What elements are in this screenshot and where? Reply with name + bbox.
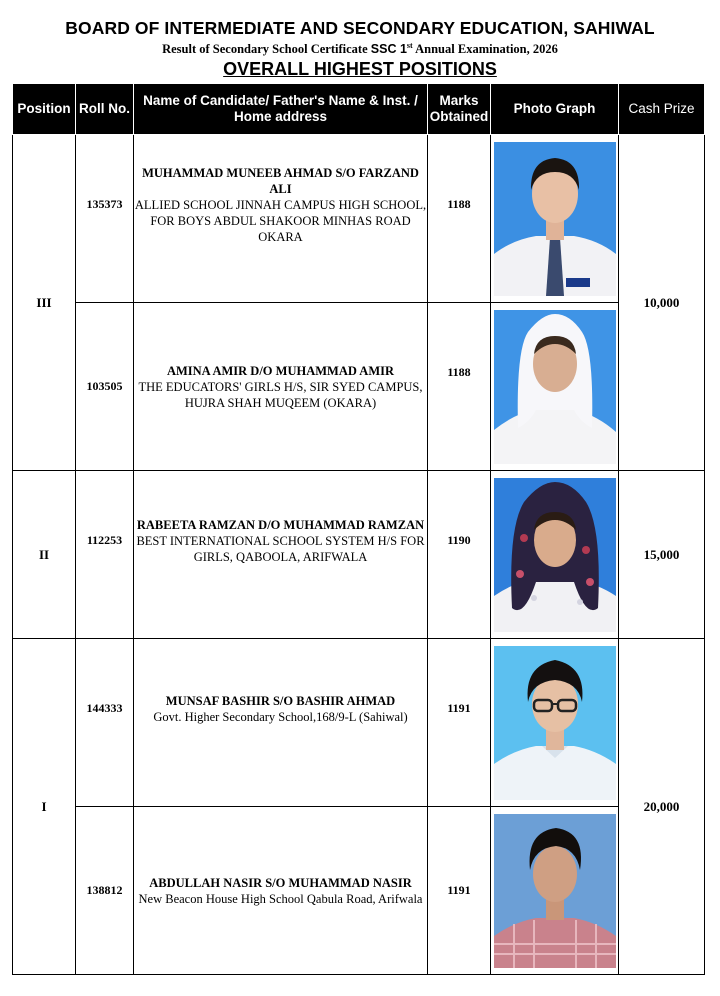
marks-cell [428, 135, 491, 303]
board-title: BOARD OF INTERMEDIATE AND SECONDARY EDUCATION, SAHIWAL [65, 18, 655, 38]
roll-cell [76, 303, 134, 471]
table-row [13, 807, 705, 975]
photo-cell [491, 639, 619, 807]
marks-value: 1190 [447, 533, 471, 547]
roll-number: 135373 [86, 197, 123, 211]
positions-table [12, 83, 705, 975]
col-header-position: Position [13, 84, 76, 135]
page-title: OVERALL HIGHEST POSITIONS [223, 59, 497, 80]
table-row [13, 471, 705, 639]
candidate-photo [494, 814, 616, 968]
marks-value: 1188 [447, 365, 471, 379]
marks-value: 1191 [447, 883, 471, 897]
cash-prize-cell: 15,000 [619, 471, 705, 639]
exam-subtitle [0, 41, 720, 57]
candidate-institute: New Beacon House High School Qabula Road, Arifwala [138, 891, 423, 906]
photo-cell [491, 303, 619, 471]
roll-number: 103505 [86, 379, 123, 393]
subtitle-post: Annual Examination, 2026 [412, 42, 558, 57]
marks-cell [428, 807, 491, 975]
roll-cell [76, 639, 134, 807]
roll-cell [76, 471, 134, 639]
candidate-name: AMINA AMIR D/O MUHAMMAD AMIR [166, 363, 395, 378]
roll-number: 138812 [86, 883, 123, 897]
marks-cell [428, 639, 491, 807]
marks-value: 1188 [447, 197, 471, 211]
candidate-info-cell [134, 807, 428, 975]
candidate-info-cell [134, 135, 428, 303]
col-header-roll: Roll No. [76, 84, 134, 135]
cash-prize-cell: 10,000 [619, 135, 705, 471]
photo-cell [491, 807, 619, 975]
roll-number: 144333 [86, 701, 123, 715]
photo-cell [491, 471, 619, 639]
marks-cell [428, 471, 491, 639]
roll-number: 112253 [86, 533, 123, 547]
candidate-institute: BEST INTERNATIONAL SCHOOL SYSTEM H/S FOR GIRLS, QABOOLA, ARIFWALA [136, 533, 425, 564]
col-header-prize: Cash Prize [619, 84, 705, 135]
candidate-institute: ALLIED SCHOOL JINNAH CAMPUS HIGH SCHOOL, FOR BOYS ABDUL SHAKOOR MINHAS ROAD OKARA [134, 197, 427, 244]
candidate-info-cell [134, 471, 428, 639]
table-header-row [13, 84, 705, 135]
marks-cell [428, 303, 491, 471]
candidate-name: MUNSAF BASHIR S/O BASHIR AHMAD [165, 693, 396, 708]
table-row [13, 639, 705, 807]
candidate-photo [494, 142, 616, 296]
candidate-info-cell [134, 303, 428, 471]
subtitle-sup: st [406, 41, 413, 50]
candidate-photo [494, 478, 616, 632]
candidate-name: MUHAMMAD MUNEEB AHMAD S/O FARZAND ALI [142, 165, 419, 196]
position-cell: I [13, 639, 76, 975]
subtitle-pre: Result of Secondary School Certificate [162, 42, 371, 57]
table-row [13, 303, 705, 471]
subtitle-ssc: SSC 1 [370, 42, 407, 57]
document-header [0, 18, 720, 80]
col-header-photo: Photo Graph [491, 84, 619, 135]
candidate-info-cell [134, 639, 428, 807]
candidate-institute: Govt. Higher Secondary School,168/9-L (Sahiwal) [153, 709, 408, 724]
candidate-institute: THE EDUCATORS' GIRLS H/S, SIR SYED CAMPUS, HUJRA SHAH MUQEEM (OKARA) [138, 379, 423, 410]
col-header-marks: Marks Obtained [428, 84, 491, 135]
position-cell: II [13, 471, 76, 639]
col-header-name: Name of Candidate/ Father's Name & Inst. / Home address [134, 84, 428, 135]
photo-cell [491, 135, 619, 303]
cash-prize-cell: 20,000 [619, 639, 705, 975]
roll-cell [76, 807, 134, 975]
candidate-name: ABDULLAH NASIR S/O MUHAMMAD NASIR [149, 875, 412, 890]
position-cell: III [13, 135, 76, 471]
candidate-photo [494, 310, 616, 464]
roll-cell [76, 135, 134, 303]
table-row [13, 135, 705, 303]
candidate-photo [494, 646, 616, 800]
marks-value: 1191 [447, 701, 471, 715]
candidate-name: RABEETA RAMZAN D/O MUHAMMAD RAMZAN [136, 517, 425, 532]
